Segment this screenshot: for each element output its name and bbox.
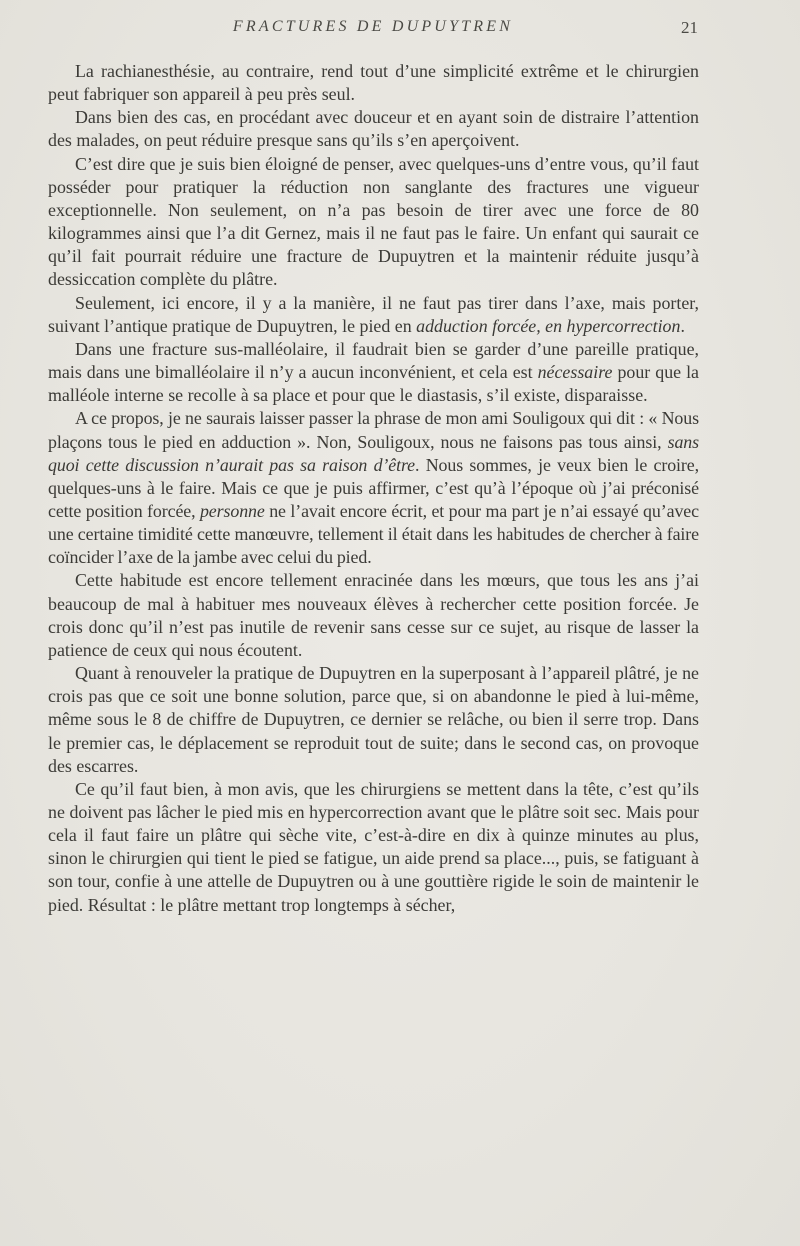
text-run: A ce propos, je ne saurais laisser passer la phrase de mon ami Souligoux qui dit : « Nous plaçons tous le pied en adduction ». Non, Souligoux, nous ne faisons pas tous ainsi, (48, 408, 699, 452)
paragraph (48, 778, 699, 917)
text-run: Quant à renouveler la pratique de Dupuytren en la superposant à l’appareil plâtré, je ne crois pas que ce soit une bonne solution, parce que, si on abandonne le pied à lui-même, même sous le 8 de chiffre de Dupuytren, ce dernier se relâche, ou bien il serre trop. Dans le premier cas, le déplacement se reproduit tout de suite; dans le second cas, on provoque des escarres. (48, 663, 699, 776)
text-run: Ce qu’il faut bien, à mon avis, que les chirurgiens se mettent dans la tête, c’est qu’ils ne doivent pas lâcher le pied mis en hypercorrection avant que le plâtre soit sec. Mais pour cela il faut faire un plâtre qui sèche vite, c’est-à-dire en dix à quinze minutes au plus, sinon le chirurgien qui tient le pied se fatigue, un aide prend sa place..., puis, se fatiguant à son tour, confie à une attelle de Dupuytren ou à une gouttière rigide le soin de maintenir le pied. Résultat : le plâtre mettant trop longtemps à sécher, (48, 778, 699, 915)
italic-run: personne (199, 500, 265, 521)
paragraph (48, 153, 699, 292)
running-head (48, 18, 698, 44)
paragraph (48, 106, 699, 152)
text-run: pour que la malléole interne se recolle à sa place et pour que le diastasis, s’il existe, disparaisse. (48, 362, 699, 406)
italic-run: sans quoi cette discussion n’aurait pas sa raison d’être (48, 431, 699, 475)
text-run: Seulement, ici encore, il y a la manière, il ne faut pas tirer dans l’axe, mais porter, suivant l’antique pratique de Dupuytren, le pied en (48, 292, 699, 336)
text-run: . (680, 315, 685, 336)
text-run: Cette habitude est encore tellement enracinée dans les mœurs, que tous les ans j’ai beaucoup de mal à habituer mes nouveaux élèves à rechercher cette position forcée. Je crois donc qu’il n’est pas inutile de revenir sans cesse sur ce sujet, au risque de lasser la patience de ceux qui nous écoutent. (48, 570, 699, 660)
body-text (48, 60, 699, 917)
page-number: 21 (681, 18, 698, 37)
text-run: C’est dire que je suis bien éloigné de penser, avec quelques-uns d’entre vous, qu’il faut posséder pour pratiquer la réduction non sanglante des fractures une vigueur exceptionnelle. Non seulement, on n’a pas besoin de tirer avec une force de 80 kilogrammes ainsi que l’a dit Gernez, mais il ne faut pas le faire. Un enfant qui saurait ce qu’il fait pourrait réduire une fracture de Dupuytren et la maintenir réduite jusqu’à dessiccation complète du plâtre. (48, 153, 699, 290)
text-run: . Nous sommes, je veux bien le croire, quelques-uns à le faire. Mais ce que je puis affirmer, c’est qu’à l’époque où j’ai préconisé cette position forcée, (48, 454, 699, 521)
italic-run: nécessaire (537, 362, 613, 383)
italic-run: adduction forcée, en hypercorrection (416, 315, 681, 336)
paragraph (48, 407, 699, 569)
text-run: Dans bien des cas, en procédant avec douceur et en ayant soin de distraire l’attention des malades, on peut réduire presque sans qu’ils s’en aperçoivent. (48, 107, 699, 151)
text-run: ne l’avait encore écrit, et pour ma part je n’ai essayé qu’avec une certaine timidité cette manœuvre, tellement il était dans les habitudes de chercher à faire coïncider l’axe de la jambe avec celui du pied. (48, 500, 699, 568)
paragraph (48, 292, 699, 338)
paragraph (48, 569, 699, 662)
paragraph (48, 60, 699, 106)
running-title: FRACTURES DE DUPUYTREN (232, 18, 514, 35)
text-run: La rachianesthésie, au contraire, rend tout d’une simplicité extrême et le chirurgien peut fabriquer son appareil à peu près seul. (48, 61, 699, 105)
paragraph (48, 662, 699, 778)
paragraph (48, 338, 699, 407)
text-run: Dans une fracture sus-malléolaire, il faudrait bien se garder d’une pareille pratique, mais dans une bimalléolaire il n’y a aucun inconvénient, et cela est (48, 338, 699, 383)
